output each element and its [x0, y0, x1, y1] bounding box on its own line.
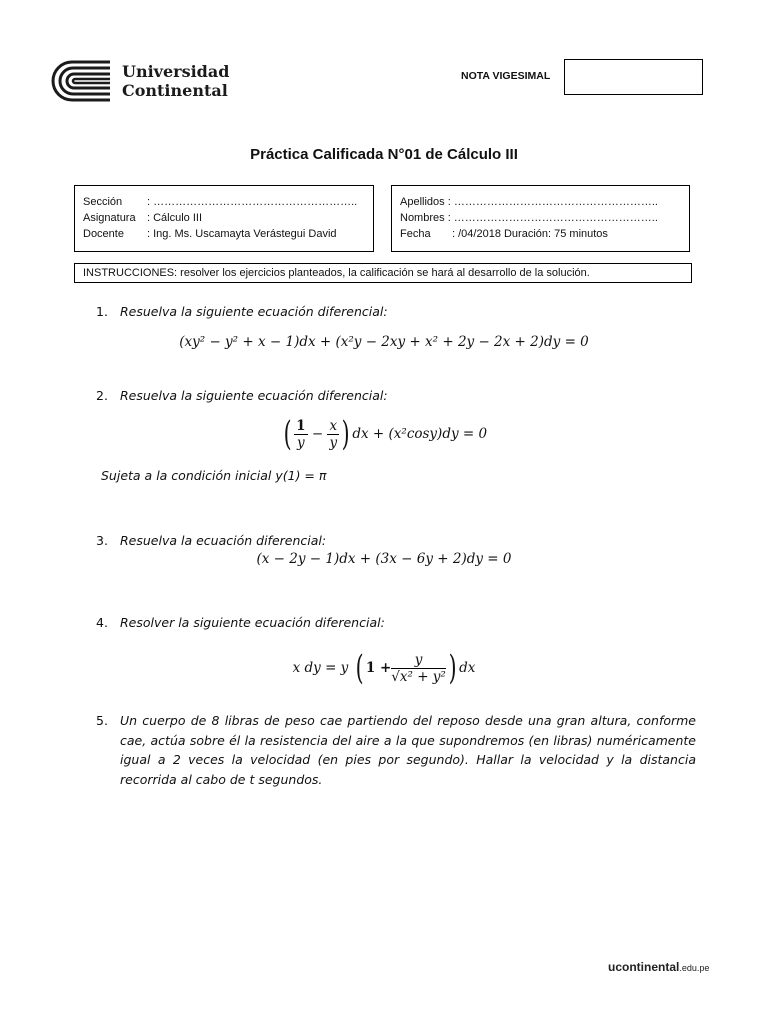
logo-line-2: Continental	[122, 81, 228, 100]
logo-mark-icon	[50, 58, 114, 104]
equation-rest: dx + (x²cosy)dy = 0	[352, 426, 488, 442]
info-value: : Ing. Ms. Uscamayta Verástegui David	[147, 228, 337, 240]
fraction-denominator: y	[297, 434, 305, 451]
question-text: Resuelva la siguiente ecuación diferencial:	[120, 388, 388, 403]
fraction-y-over-root	[391, 652, 446, 685]
left-paren: (	[355, 648, 364, 688]
logo-text	[122, 62, 229, 100]
info-box-course	[74, 185, 374, 252]
info-key: Docente	[83, 228, 124, 240]
info-key: Apellidos	[400, 196, 445, 208]
question-text: Resuelva la siguiente ecuación diferencial:	[120, 304, 388, 319]
info-box-student	[391, 185, 690, 252]
fraction-numerator: x	[329, 417, 338, 434]
question-5	[96, 711, 696, 789]
right-paren: )	[341, 414, 350, 454]
fraction-numerator: 1	[296, 417, 306, 434]
info-row-seccion	[83, 194, 373, 210]
question-1	[96, 304, 388, 319]
question-number: 2.	[96, 388, 108, 403]
footer-brand-name: ucontinental	[608, 960, 680, 974]
info-key: Nombres	[400, 212, 445, 224]
info-value: : /04/2018 Duración: 75 minutos	[452, 228, 608, 240]
info-row-docente	[83, 226, 373, 242]
page-title: Práctica Calificada N°01 de Cálculo III	[250, 146, 518, 163]
question-text: Resuelva la ecuación diferencial:	[120, 533, 327, 548]
question-number: 5.	[96, 713, 108, 728]
fraction-1-over-y	[294, 418, 307, 451]
footer-brand	[608, 960, 709, 974]
equation-2: ( $\frac{1}{y}$ − $\frac{x}{y}$ ) dx + (x²cosy)dy = 0	[283, 414, 488, 454]
info-value: : ………………………………………………..	[147, 196, 358, 208]
initial-condition: Sujeta a la condición inicial y(1) = π	[101, 468, 327, 483]
info-row-nombres	[400, 210, 689, 226]
left-paren: (	[283, 414, 292, 454]
equation-1: (xy² − y² + x − 1)dx + (x²y − 2xy + x² + 2y − 2x + 2)dy = 0	[179, 334, 589, 350]
equation-left: x dy = y	[292, 660, 349, 676]
equation-4	[0, 648, 768, 692]
equation-3: (x − 2y − 1)dx + (3x − 6y + 2)dy = 0	[256, 551, 512, 567]
info-key: Fecha	[400, 228, 431, 240]
info-key: Asignatura	[83, 212, 136, 224]
fraction-numerator: y	[391, 652, 446, 669]
right-paren: )	[448, 648, 457, 688]
question-text: Resolver la siguiente ecuación diferencial:	[120, 615, 385, 630]
university-logo	[50, 58, 250, 104]
logo-line-1: Universidad	[122, 62, 230, 81]
fraction-x-over-y	[327, 418, 339, 451]
equation-one: 1 +	[365, 660, 392, 676]
question-4	[96, 615, 385, 630]
info-row-asignatura	[83, 210, 373, 226]
question-text: Un cuerpo de 8 libras de peso cae partiendo del reposo desde una gran altura, conforme cae, actúa sobre él la resistencia del aire a la que supondremos (en libras) numéricamente igual a 2 veces la velocidad (en pies por segundo). Hallar la velocidad y la distancia recorrida al cabo de t segundos.	[120, 713, 696, 787]
equation-rest: dx	[459, 660, 476, 676]
footer-domain: .edu.pe	[679, 963, 710, 973]
nota-vigesimal-box[interactable]	[564, 59, 703, 95]
fraction-denominator: √x² + y²	[391, 668, 446, 685]
question-2	[96, 388, 388, 403]
question-3	[96, 533, 326, 548]
info-value: : ………………………………………………..	[447, 212, 658, 224]
question-number: 3.	[96, 533, 108, 548]
info-row-apellidos	[400, 194, 689, 210]
info-key: Sección	[83, 196, 123, 208]
question-number: 1.	[96, 304, 108, 319]
info-row-fecha	[400, 226, 689, 242]
info-value: : ………………………………………………..	[447, 196, 658, 208]
info-value: : Cálculo III	[147, 212, 203, 224]
question-number: 4.	[96, 615, 108, 630]
nota-vigesimal-label: NOTA VIGESIMAL	[461, 70, 551, 82]
instructions-box: INSTRUCCIONES: resolver los ejercicios planteados, la calificación se hará al desarrollo de la solución.	[74, 263, 692, 283]
fraction-denominator: y	[329, 434, 338, 451]
